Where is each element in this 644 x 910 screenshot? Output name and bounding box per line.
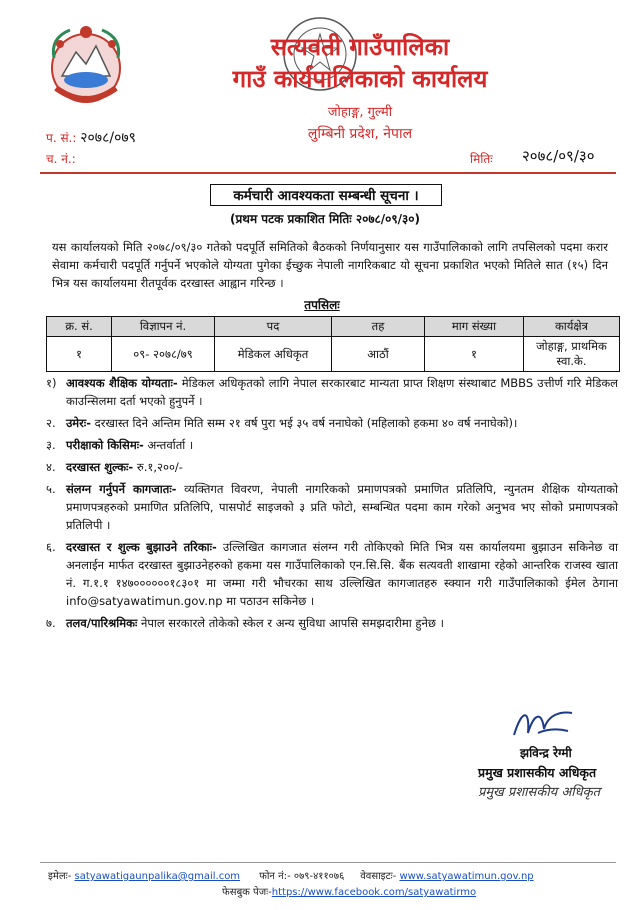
office-name: सत्यवती गाउँपालिका — [270, 33, 450, 61]
item-number: १) — [46, 376, 57, 390]
notice-body: यस कार्यालयको मिति २०७८/०९/३० गतेको पदपूर्ति समितिको बैठकको निर्णयानुसार यस गाउँपालिकाको लागि तपसिलको पदमा करार सेवामा कर्मचारी पदपूर्ति गर्नुपर्ने भएकोले योग्यता पुगेका ईच्छुक नेपाली नागरिकबाट यो सूचना प्रकाशित भएको मितिले सात (१५) दिन भित्र यस कार्यालयमा रीतपूर्वक दरखास्त आह्वान गरिन्छ । — [52, 240, 608, 290]
list-item — [46, 374, 618, 410]
item-label: तलव/पारिश्रमिकः — [66, 616, 138, 630]
date-label: मितिः — [470, 152, 493, 166]
signatory-stamp: प्रमुख प्रशासकीय अधिकृत — [478, 785, 601, 800]
office-subtitle: गाउँ कार्यपालिकाको कार्यालय — [232, 65, 488, 93]
email-link[interactable]: satyawatigaunpalika@gmail.com — [74, 871, 241, 882]
tapasil-label: तपसिलः — [304, 298, 340, 312]
office-province: लुम्बिनी प्रदेश, नेपाल — [307, 126, 413, 142]
col-header-post: पद — [215, 317, 332, 337]
header-divider — [40, 172, 616, 174]
vacancy-table — [46, 316, 620, 372]
footer-divider — [40, 862, 616, 863]
phone-label: फोन नं:- — [259, 871, 291, 882]
list-item — [46, 614, 618, 632]
col-header-sn: क्र. सं. — [47, 317, 112, 337]
website-link[interactable]: www.satyawatimun.gov.np — [399, 871, 534, 882]
item-number: ४. — [46, 460, 56, 474]
col-header-ad-number: विज्ञापन नं. — [112, 317, 215, 337]
cell-ad-number: ०९- २०७८/७९ — [112, 337, 215, 372]
item-label: दरखास्त र शुल्क बुझाउने तरिकाः- — [66, 540, 217, 554]
item-text: दरखास्त दिने अन्तिम मिति सम्म २१ वर्ष पुरा भई ३५ वर्ष ननाघेको (महिलाको हकमा ४० वर्ष ननाघेको)। — [90, 416, 518, 430]
notice-subtitle: (प्रथम पटक प्रकाशित मितिः २०७८/०९/३०) — [229, 212, 421, 226]
notice-title: कर्मचारी आवश्यकता सम्बन्धी सूचना । — [210, 184, 442, 206]
facebook-label: फेसबुक पेजः- — [222, 887, 272, 898]
item-label: परीक्षाको किसिमः- — [66, 438, 144, 452]
table-row — [47, 337, 620, 372]
cell-level: आठौं — [332, 337, 425, 372]
item-text: अन्तर्वार्ता । — [143, 438, 194, 452]
table-header-row — [47, 317, 620, 337]
reference-label: प. सं.: — [46, 131, 77, 145]
item-text: नेपाल सरकारले तोकेको स्केल र अन्य सुविधा आपसि समझदारीमा हुनेछ । — [137, 616, 444, 630]
requirements-list — [46, 374, 618, 636]
date-value: २०७८/०९/३० — [522, 147, 595, 165]
list-item — [46, 480, 618, 534]
chalani-label: च. नं.: — [46, 152, 76, 166]
list-item — [46, 414, 618, 432]
reference-number — [46, 128, 136, 147]
facebook-link[interactable]: https://www.facebook.com/satyawatirmo — [271, 887, 477, 898]
phone-value: ०७९-४११०७६ — [293, 871, 345, 882]
email-label: इमेलः- — [48, 871, 72, 882]
col-header-level: तह — [332, 317, 425, 337]
item-number: ३. — [46, 438, 56, 452]
cell-demand: १ — [425, 337, 524, 372]
item-text: मेडिकल अधिकृतको लागि नेपाल सरकारबाट मान्यता प्राप्त शिक्षण संस्थाबाट MBBS उत्तीर्ण गरि मेडिकल काउन्सिलमा दर्ता भएको हुनुपर्ने । — [66, 376, 618, 408]
item-text: उल्लिखित कागजात संलग्न गरी तोकिएको मिति भित्र यस कार्यालयमा बुझाउन सकिनेछ वा अनलाईन मार्फत दरखास्त बुझाउनेहरुको हकमा यस गाउँपालिकाको एन.सि.सि. बैंक सत्यवती शाखामा रहेको आन्तरिक राजस्व खाता नं. ग.१.१ १४७००००००१८३०१ मा जम्मा गरी भौचरका साथ उल्लिखित कागजातहरु स्क्यान गरी गाउँपालिकाको ईमेल ठेगाना info@satyawatimun.gov.np मा पठाउन सकिनेछ । — [66, 540, 618, 608]
item-number: ७. — [46, 616, 56, 630]
signature-scribble-icon — [508, 703, 578, 743]
item-text: व्यक्तिगत विवरण, नेपाली नागरिकको प्रमाणपत्रको प्रमाणित प्रतिलिपि, न्युनतम शैक्षिक योग्यताको प्रमाणपत्रहरुको प्रमाणित प्रतिलिपि, पासपोर्ट साइजको ३ प्रति फोटो, सम्बन्धित पदमा काम गरेको अनुभव भए सोको प्रमाणपत्रको प्रतिलिपी । — [66, 482, 618, 532]
nepal-emblem-icon — [40, 18, 132, 114]
website-label: वेवसाइटः- — [360, 871, 397, 882]
list-item — [46, 436, 618, 454]
item-number: ६. — [46, 540, 56, 554]
cell-post: मेडिकल अधिकृत — [215, 337, 332, 372]
item-label: उमेरः- — [66, 416, 91, 430]
item-label: आवश्यक शैक्षिक योग्यताः- — [66, 376, 178, 390]
list-item — [46, 538, 618, 610]
footer-facebook — [222, 884, 476, 898]
list-item — [46, 458, 618, 476]
col-header-demand: माग संख्या — [425, 317, 524, 337]
item-number: ५. — [46, 482, 56, 496]
signatory-name: झविन्द्र रेग्मी — [520, 746, 572, 760]
item-label: दरखास्त शुल्कः- — [66, 460, 134, 474]
cell-sn: १ — [47, 337, 112, 372]
item-number: २. — [46, 416, 56, 430]
reference-value: २०७८/०७९ — [80, 130, 136, 146]
cell-workplace: जोहाङ्ग, प्राथमिक स्वा.के. — [524, 337, 620, 372]
office-district: जोहाङ्ग, गुल्मी — [327, 105, 393, 120]
item-text: रु.१,२००/- — [133, 460, 183, 474]
signatory-title: प्रमुख प्रशासकीय अधिकृत — [478, 765, 597, 780]
col-header-workplace: कार्यक्षेत्र — [524, 317, 620, 337]
footer-contact — [48, 868, 628, 882]
item-label: संलग्न गर्नुपर्ने कागजातः- — [66, 482, 177, 496]
